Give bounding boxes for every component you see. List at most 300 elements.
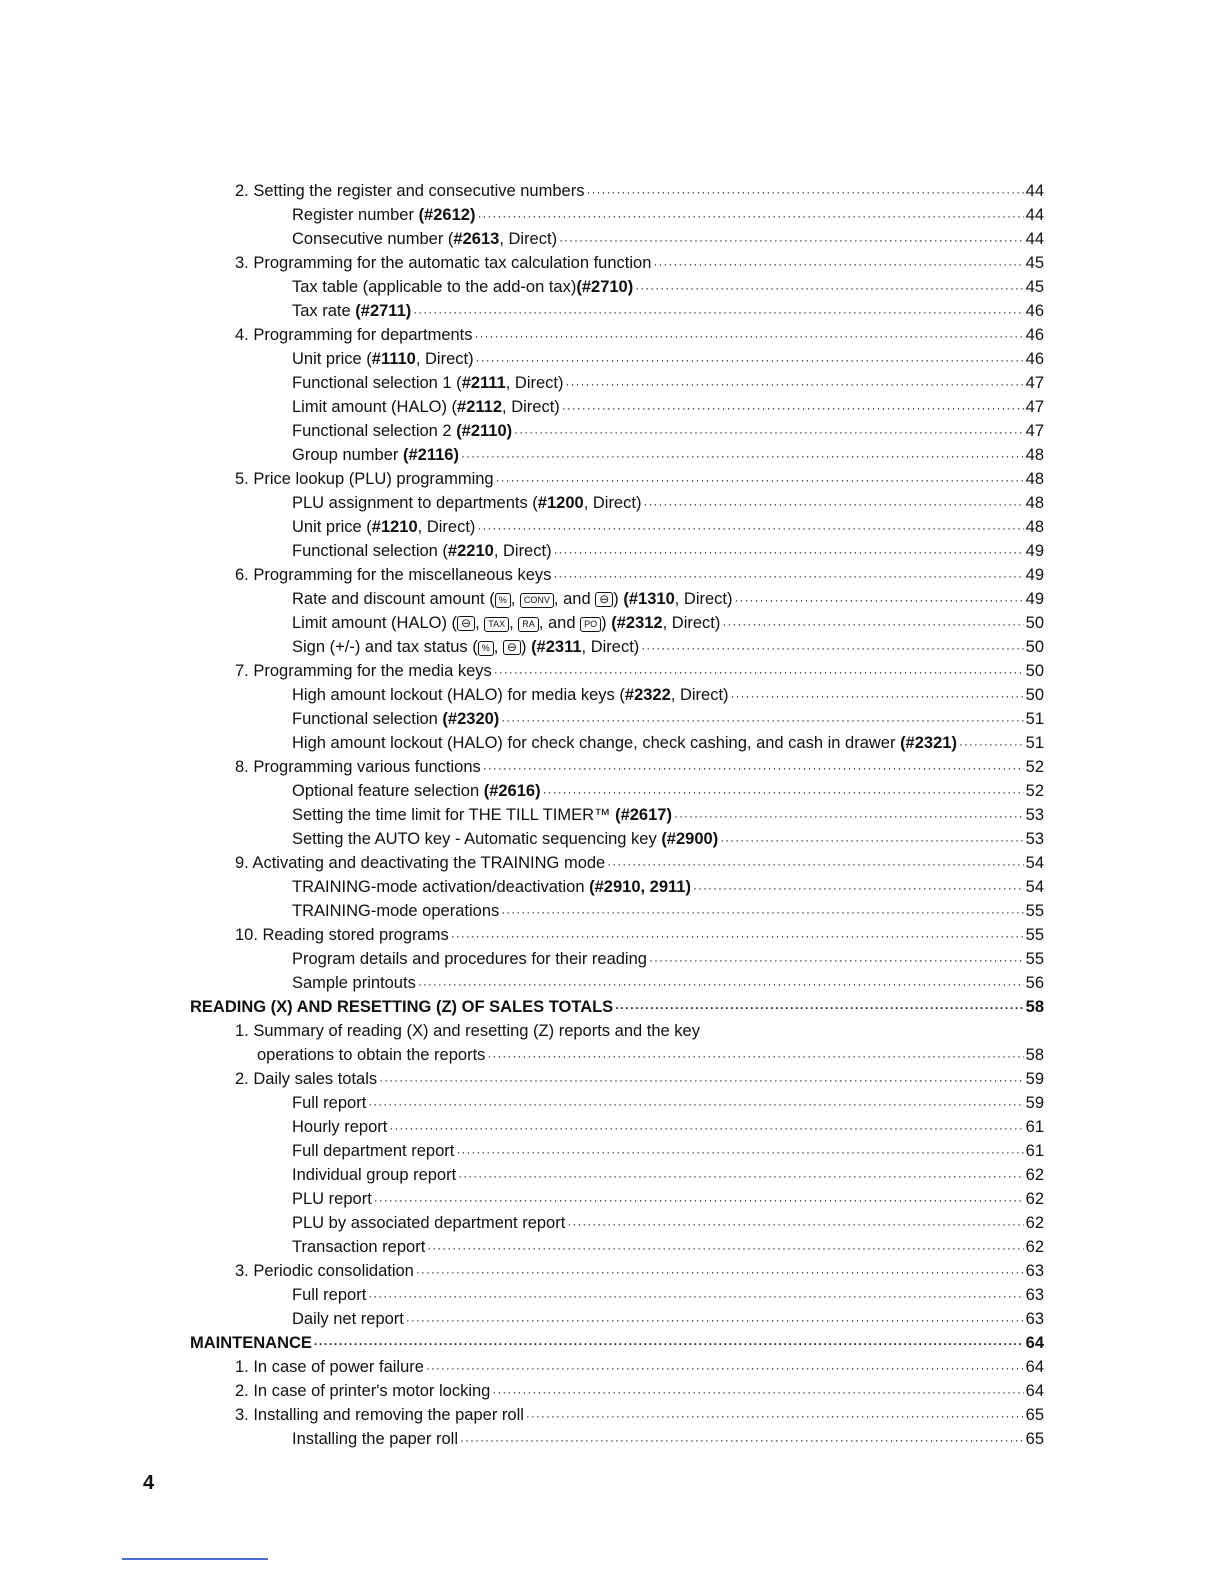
toc-text-segment: Full department report — [292, 1142, 455, 1160]
toc-entry[interactable] — [190, 1091, 1044, 1115]
toc-page-number: 50 — [1025, 662, 1044, 680]
dot-leader — [586, 180, 1023, 204]
toc-entry-title — [235, 563, 551, 587]
toc-page-number: 62 — [1025, 1214, 1044, 1232]
toc-text-segment: Full report — [292, 1286, 367, 1304]
toc-text-segment: , Direct) — [502, 398, 560, 416]
toc-entry-title — [292, 1091, 366, 1115]
toc-page-number: 53 — [1025, 830, 1044, 848]
dot-leader — [483, 756, 1024, 780]
dot-leader — [543, 780, 1024, 804]
dot-leader — [368, 1284, 1023, 1308]
toc-entry-title — [292, 875, 691, 899]
toc-entry[interactable] — [190, 395, 1044, 419]
toc-entry-title — [292, 1163, 456, 1187]
toc-text-segment: , Direct) — [662, 614, 721, 632]
toc-text-segment: Functional selection — [292, 710, 443, 728]
toc-page-number: 62 — [1025, 1238, 1044, 1256]
toc-page-number: 62 — [1025, 1190, 1044, 1208]
toc-entry[interactable] — [190, 1187, 1044, 1211]
dot-leader — [720, 828, 1023, 852]
toc-text-segment: 6. Programming for the miscellaneous keys — [235, 566, 552, 584]
toc-text-segment: Hourly report — [292, 1118, 388, 1136]
toc-page-number: 64 — [1025, 1358, 1044, 1376]
toc-text-segment: Functional selection ( — [292, 542, 448, 560]
toc-page-number: 52 — [1025, 782, 1044, 800]
toc-entry[interactable] — [190, 1163, 1044, 1187]
toc-text-segment: Installing the paper roll — [292, 1430, 459, 1448]
toc-text-segment: High amount lockout (HALO) for media keys ( — [292, 686, 625, 704]
toc-page-number: 59 — [1025, 1094, 1044, 1112]
dot-leader — [426, 1356, 1024, 1380]
toc-page-number: 48 — [1025, 470, 1044, 488]
toc-text-segment: 9. Activating and deactivating the TRAINING mode — [235, 854, 606, 872]
toc-page-number: 44 — [1025, 206, 1044, 224]
toc-page-number: 46 — [1025, 350, 1044, 368]
toc-text-segment: Daily net report — [292, 1310, 404, 1328]
footer-divider — [122, 1558, 268, 1560]
toc-text-segment: PLU report — [292, 1190, 372, 1208]
dot-leader — [653, 252, 1023, 276]
toc-entry[interactable] — [190, 323, 1044, 347]
toc-text-segment: , Direct) — [583, 494, 642, 512]
dot-leader — [635, 276, 1023, 300]
dot-leader — [554, 540, 1024, 564]
toc-text-segment: Setting the AUTO key - Automatic sequencing key — [292, 830, 662, 848]
dot-leader — [553, 564, 1023, 588]
toc-entry[interactable] — [190, 515, 1044, 539]
toc-entry-title — [235, 1379, 490, 1403]
toc-text-segment: Limit amount (HALO) ( — [292, 398, 458, 416]
toc-entry[interactable] — [190, 371, 1044, 395]
key-symbol-icon: CONV — [520, 593, 554, 608]
toc-entry-title — [235, 323, 473, 347]
toc-text-segment: Full report — [292, 1094, 367, 1112]
toc-entry[interactable] — [190, 347, 1044, 371]
toc-text-segment: , Direct) — [499, 230, 558, 248]
toc-entry[interactable] — [190, 275, 1044, 299]
dot-leader — [526, 1404, 1024, 1428]
toc-text-segment: Sign (+/-) and tax status ( — [292, 638, 478, 656]
toc-page-number: 50 — [1025, 638, 1044, 656]
toc-entry-title — [292, 491, 641, 515]
toc-text-segment: #2322 — [624, 686, 671, 704]
toc-page-number: 50 — [1025, 686, 1044, 704]
toc-page-number: 45 — [1025, 254, 1044, 272]
toc-entry[interactable] — [190, 1139, 1044, 1163]
toc-text-segment: Rate and discount amount ( — [292, 590, 495, 608]
toc-page-number: 54 — [1025, 854, 1044, 872]
dot-leader — [418, 972, 1024, 996]
toc-entry[interactable] — [190, 179, 1044, 203]
toc-entry-title — [292, 1211, 565, 1235]
toc-page-number: 47 — [1025, 374, 1044, 392]
toc-page-number: 49 — [1025, 566, 1044, 584]
toc-text-segment: 1. In case of power failure — [235, 1358, 424, 1376]
dot-leader — [501, 900, 1023, 924]
toc-entry[interactable] — [190, 491, 1044, 515]
toc-text-segment: Functional selection 1 ( — [292, 374, 462, 392]
dot-leader — [514, 420, 1023, 444]
toc-text-segment: 4. Programming for departments — [235, 326, 473, 344]
toc-page-number: 54 — [1025, 878, 1044, 896]
dot-leader — [416, 1260, 1024, 1284]
toc-entry-title — [292, 1139, 454, 1163]
dot-leader — [389, 1116, 1023, 1140]
toc-page-number: 52 — [1025, 758, 1044, 776]
toc-text-segment: Functional selection 2 — [292, 422, 457, 440]
toc-text-segment: TRAINING-mode operations — [292, 902, 500, 920]
toc-entry-title — [292, 203, 475, 227]
toc-text-segment: #1210 — [371, 518, 418, 536]
toc-text-segment: (#2116) — [402, 446, 459, 464]
toc-entry[interactable] — [190, 851, 1044, 875]
toc-text-segment: 7. Programming for the media keys — [235, 662, 492, 680]
dot-leader — [379, 1068, 1023, 1092]
toc-text-segment: High amount lockout (HALO) for check change, check cashing, and cash in drawer — [292, 734, 901, 752]
toc-page-number: 48 — [1025, 494, 1044, 512]
dot-leader — [562, 396, 1024, 420]
toc-entry[interactable] — [190, 995, 1044, 1019]
toc-entry[interactable] — [190, 1403, 1044, 1427]
toc-entry-title — [292, 1307, 404, 1331]
toc-text-segment: (#2311 — [531, 638, 582, 656]
toc-text-segment: (#2321) — [900, 734, 957, 752]
toc-entry[interactable] — [190, 947, 1044, 971]
toc-text-segment: #2613 — [453, 230, 500, 248]
toc-entry[interactable] — [190, 731, 1044, 755]
toc-entry-title — [190, 1331, 312, 1355]
dot-leader — [735, 588, 1024, 612]
toc-entry[interactable] — [190, 1235, 1044, 1259]
key-symbol-icon: TAX — [484, 617, 509, 632]
toc-page-number: 44 — [1025, 182, 1044, 200]
toc-text-segment: #1200 — [537, 494, 584, 512]
toc-entry[interactable] — [190, 779, 1044, 803]
key-symbol-icon: ⊖ — [503, 640, 521, 655]
toc-entry[interactable] — [190, 1283, 1044, 1307]
toc-text-segment: ) — [520, 638, 532, 656]
toc-text-segment: , Direct) — [674, 590, 733, 608]
toc-page-number: 48 — [1025, 518, 1044, 536]
toc-text-segment: Limit amount (HALO) ( — [292, 614, 458, 632]
toc-text-segment: 2. Setting the register and consecutive numbers — [235, 182, 585, 200]
toc-entry-title — [292, 1235, 425, 1259]
toc-text-segment: 1. Summary of reading (X) and resetting (Z) reports and the key — [235, 1022, 700, 1040]
toc-entry[interactable] — [190, 251, 1044, 275]
toc-entry-title — [292, 635, 639, 659]
toc-text-segment: Setting the time limit for THE TILL TIMER™ — [292, 806, 616, 824]
toc-entry[interactable] — [190, 683, 1044, 707]
toc-entry-title — [292, 1115, 387, 1139]
dot-leader — [567, 1212, 1023, 1236]
toc-entry[interactable] — [190, 467, 1044, 491]
toc-entry-title — [292, 971, 416, 995]
toc-text-segment: (#2617) — [615, 806, 672, 824]
toc-entry[interactable] — [190, 1307, 1044, 1331]
dot-leader — [374, 1188, 1024, 1212]
toc-text-segment: Tax rate — [292, 302, 356, 320]
page-number: 4 — [143, 1472, 155, 1494]
toc-entry-title — [292, 395, 560, 419]
toc-text-segment: (#2711) — [355, 302, 412, 320]
dot-leader — [368, 1092, 1023, 1116]
dot-leader — [477, 204, 1023, 228]
toc-entry-title — [292, 227, 557, 251]
toc-text-segment: , and — [538, 614, 581, 632]
toc-text-segment: , — [510, 590, 520, 608]
key-symbol-icon: ⊖ — [457, 616, 475, 631]
toc-page-number: 44 — [1025, 230, 1044, 248]
toc-text-segment: Register number — [292, 206, 419, 224]
toc-text-segment: (#2320) — [442, 710, 500, 728]
dot-leader — [451, 924, 1024, 948]
toc-entry[interactable] — [190, 227, 1044, 251]
toc-entry[interactable] — [190, 1043, 1044, 1067]
dot-leader — [501, 708, 1023, 732]
dot-leader — [649, 948, 1024, 972]
toc-entry-title — [190, 995, 613, 1019]
toc-text-segment: Program details and procedures for their reading — [292, 950, 647, 968]
toc-text-segment: #2111 — [461, 374, 506, 392]
dot-leader — [494, 660, 1024, 684]
toc-entry-title — [292, 443, 459, 467]
key-symbol-icon: PO — [580, 617, 601, 632]
toc-entry-title — [235, 179, 584, 203]
toc-text-segment: Sample printouts — [292, 974, 416, 992]
dot-leader — [461, 444, 1024, 468]
toc-entry-title — [292, 587, 733, 611]
dot-leader — [492, 1380, 1023, 1404]
toc-entry-title — [292, 947, 647, 971]
toc-entry-title — [292, 299, 411, 323]
toc-page-number: 58 — [1025, 1046, 1044, 1064]
toc-entry-title — [292, 275, 633, 299]
toc-entry[interactable] — [190, 539, 1044, 563]
toc-entry-title — [292, 827, 718, 851]
dot-leader — [641, 636, 1023, 660]
toc-text-segment: (#1310 — [623, 590, 675, 608]
toc-entry-title — [235, 1019, 700, 1043]
toc-page-number: 49 — [1025, 590, 1044, 608]
dot-leader — [487, 1044, 1023, 1068]
toc-entry-title — [235, 467, 494, 491]
toc-entry-title — [292, 1283, 366, 1307]
toc-entry[interactable] — [190, 827, 1044, 851]
toc-text-segment: , Direct) — [493, 542, 552, 560]
toc-entry-title — [292, 611, 720, 635]
toc-text-segment: (#2900) — [661, 830, 719, 848]
toc-entry-title — [292, 899, 499, 923]
toc-entry[interactable] — [190, 1211, 1044, 1235]
toc-entry-title — [235, 1355, 424, 1379]
toc-text-segment: , Direct) — [415, 350, 474, 368]
toc-entry[interactable] — [190, 899, 1044, 923]
toc-entry-title — [235, 1403, 524, 1427]
toc-text-segment: , Direct) — [417, 518, 476, 536]
key-symbol-icon: % — [478, 641, 494, 656]
toc-entry-title — [235, 659, 492, 683]
toc-page-number: 47 — [1025, 398, 1044, 416]
toc-entry[interactable] — [190, 1355, 1044, 1379]
toc-entry-title — [292, 683, 729, 707]
toc-page-number: 63 — [1025, 1286, 1044, 1304]
dot-leader — [314, 1332, 1024, 1356]
toc-text-segment: #2112 — [457, 398, 503, 416]
dot-leader — [413, 300, 1023, 324]
toc-entry[interactable] — [190, 659, 1044, 683]
key-symbol-icon: RA — [518, 617, 539, 632]
toc-page-number: 51 — [1025, 734, 1044, 752]
toc-page-number: 59 — [1025, 1070, 1044, 1088]
toc-entry[interactable] — [190, 443, 1044, 467]
toc-text-segment: 3. Periodic consolidation — [235, 1262, 414, 1280]
toc-text-segment: 8. Programming various functions — [235, 758, 481, 776]
toc-text-segment: 2. Daily sales totals — [235, 1070, 378, 1088]
toc-entry-title — [292, 419, 512, 443]
toc-entry[interactable] — [190, 875, 1044, 899]
toc-entry[interactable] — [190, 1379, 1044, 1403]
toc-entry-title — [235, 1259, 414, 1283]
dot-leader — [475, 324, 1024, 348]
toc-text-segment: , and — [553, 590, 596, 608]
dot-leader — [559, 228, 1024, 252]
toc-text-segment: 10. Reading stored programs — [235, 926, 449, 944]
dot-leader — [959, 732, 1024, 756]
toc-text-segment: Unit price ( — [292, 518, 372, 536]
toc-text-segment: operations to obtain the reports — [257, 1046, 486, 1064]
toc-entry-title — [292, 347, 474, 371]
toc-text-segment: Optional feature selection — [292, 782, 484, 800]
toc-text-segment: 2. In case of printer's motor locking — [235, 1382, 491, 1400]
toc-page-number: 63 — [1025, 1262, 1044, 1280]
toc-entry[interactable] — [190, 1259, 1044, 1283]
toc-text-segment: , — [475, 614, 485, 632]
toc-page-number: 55 — [1025, 902, 1044, 920]
toc-text-segment: Tax table (applicable to the add-on tax) — [292, 278, 577, 296]
toc-text-segment: READING (X) AND RESETTING (Z) OF SALES TOTALS — [190, 998, 614, 1016]
dot-leader — [476, 348, 1024, 372]
toc-text-segment: (#2910, 2911) — [589, 878, 691, 896]
toc-text-segment: 3. Installing and removing the paper roll — [235, 1406, 524, 1424]
toc-entry[interactable] — [190, 1067, 1044, 1091]
toc-page-number: 45 — [1025, 278, 1044, 296]
toc-entry[interactable] — [190, 419, 1044, 443]
toc-entry-title — [292, 371, 564, 395]
toc-text-segment: , Direct) — [670, 686, 729, 704]
toc-text-segment: , — [493, 638, 503, 656]
toc-entry-title — [292, 515, 475, 539]
toc-entry[interactable] — [190, 803, 1044, 827]
toc-page-number: 47 — [1025, 422, 1044, 440]
key-symbol-icon: % — [495, 593, 511, 608]
toc-entry[interactable] — [190, 299, 1044, 323]
toc-page-number: 65 — [1025, 1430, 1044, 1448]
dot-leader — [722, 612, 1023, 636]
key-symbol-icon: ⊖ — [595, 592, 613, 607]
toc-entry-title — [292, 539, 552, 563]
toc-entry[interactable] — [190, 1115, 1044, 1139]
dot-leader — [456, 1140, 1023, 1164]
dot-leader — [643, 492, 1023, 516]
toc-page-number: 55 — [1025, 926, 1044, 944]
toc-text-segment: #2210 — [447, 542, 494, 560]
dot-leader — [460, 1428, 1024, 1452]
toc-entry[interactable] — [190, 707, 1044, 731]
toc-entry[interactable] — [190, 1019, 1044, 1043]
dot-leader — [566, 372, 1024, 396]
toc-page-number: 46 — [1025, 326, 1044, 344]
toc-page-number: 46 — [1025, 302, 1044, 320]
toc-page-number: 62 — [1025, 1166, 1044, 1184]
toc-entry[interactable] — [190, 563, 1044, 587]
toc-page-number: 58 — [1025, 998, 1044, 1016]
toc-entry-title — [292, 707, 499, 731]
toc-page-number: 61 — [1025, 1142, 1044, 1160]
toc-text-segment: (#2612) — [418, 206, 476, 224]
toc-entry-title — [292, 731, 957, 755]
dot-leader — [496, 468, 1024, 492]
toc-page-number: 61 — [1025, 1118, 1044, 1136]
dot-leader — [693, 876, 1024, 900]
toc-text-segment: ) — [613, 590, 624, 608]
toc-entry[interactable] — [190, 587, 1044, 611]
toc-text-segment: (#2616) — [483, 782, 541, 800]
toc-entry-title — [235, 923, 449, 947]
dot-leader — [427, 1236, 1023, 1260]
toc-entry-title — [292, 803, 672, 827]
toc-entry-title — [235, 755, 481, 779]
toc-entry[interactable] — [190, 635, 1044, 659]
toc-text-segment: ) — [601, 614, 612, 632]
toc-text-segment: (#2312 — [611, 614, 663, 632]
toc-text-segment: (#2710) — [576, 278, 634, 296]
toc-entry-title — [292, 1427, 458, 1451]
toc-page-number: 53 — [1025, 806, 1044, 824]
dot-leader — [674, 804, 1024, 828]
toc-text-segment: , Direct) — [505, 374, 564, 392]
toc-page-number: 49 — [1025, 542, 1044, 560]
toc-entry[interactable] — [190, 203, 1044, 227]
toc-text-segment: Transaction report — [292, 1238, 426, 1256]
toc-entry-title — [292, 779, 541, 803]
toc-entry-title — [235, 851, 605, 875]
toc-entry-title — [292, 1187, 372, 1211]
toc-page-number: 64 — [1025, 1334, 1044, 1352]
toc-text-segment: Individual group report — [292, 1166, 457, 1184]
toc-page-number: 51 — [1025, 710, 1044, 728]
toc-entry[interactable] — [190, 611, 1044, 635]
toc-text-segment: (#2110) — [456, 422, 513, 440]
toc-entry[interactable] — [190, 1427, 1044, 1451]
toc-text-segment: #1110 — [371, 350, 416, 368]
toc-page-number: 56 — [1025, 974, 1044, 992]
toc-entry-title — [235, 251, 651, 275]
dot-leader — [731, 684, 1024, 708]
toc-text-segment: TRAINING-mode activation/deactivation — [292, 878, 590, 896]
toc-entry[interactable] — [190, 923, 1044, 947]
toc-entry[interactable] — [190, 1331, 1044, 1355]
toc-page-number: 55 — [1025, 950, 1044, 968]
toc-text-segment: Consecutive number ( — [292, 230, 454, 248]
dot-leader — [406, 1308, 1024, 1332]
toc-text-segment: PLU by associated department report — [292, 1214, 566, 1232]
toc-entry[interactable] — [190, 755, 1044, 779]
dot-leader — [607, 852, 1023, 876]
toc-entry[interactable] — [190, 971, 1044, 995]
dot-leader — [615, 996, 1023, 1020]
toc-entry-title — [257, 1043, 485, 1067]
